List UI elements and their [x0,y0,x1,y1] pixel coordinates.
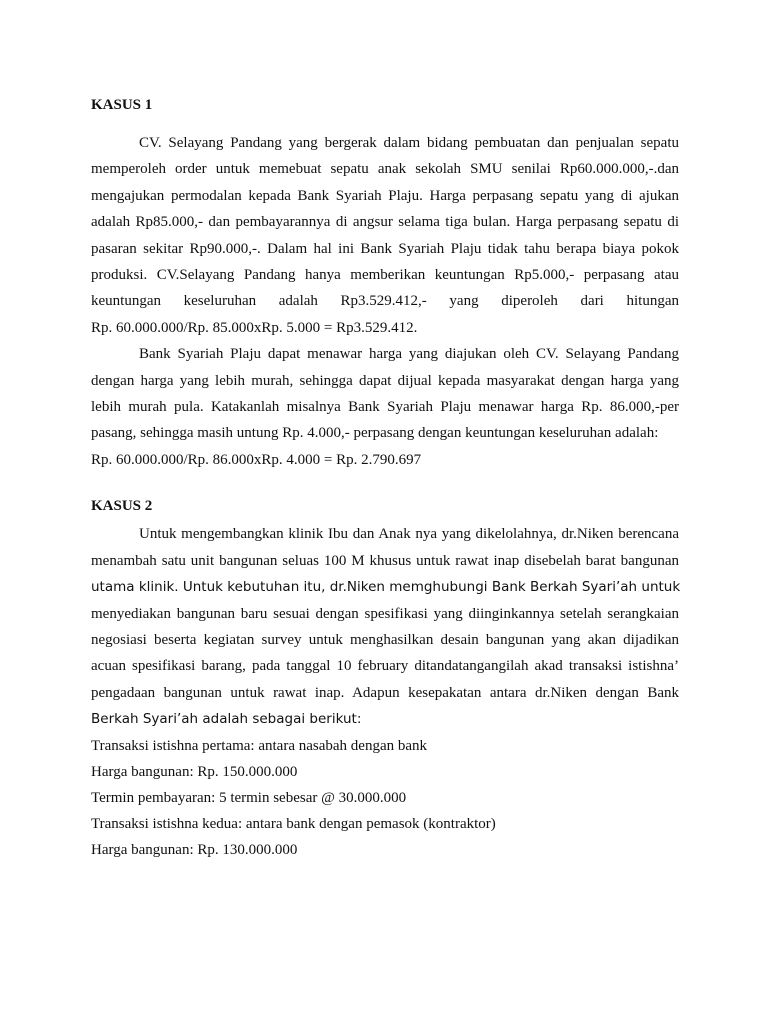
agreement-item: Harga bangunan: Rp. 150.000.000 [91,763,298,780]
text-line: lebih murah pula. Katakanlah misalnya Bank Syariah Plaju menawar harga Rp. 86.000,-per [91,399,679,416]
text-line: keuntungan keseluruhan adalah Rp3.529.412,- yang diperoleh dari hitungan [91,293,679,310]
text-line: pengadaan bangunan untuk rawat inap. Adapun kesepakatan antara dr.Niken dengan Bank [91,684,679,701]
text-line: memperoleh order untuk memebuat sepatu anak sekolah SMU senilai Rp60.000.000,-.dan [91,161,679,178]
agreement-list [91,733,679,863]
text-line: negosiasi beserta kegiatan survey untuk menghasilkan desain bangunan yang akan dijadikan [91,631,679,648]
text-line: mengajukan permodalan kepada Bank Syariah Plaju. Harga perpasang sepatu yang di ajukan [91,187,679,204]
text-line: Untuk mengembangkan klinik Ibu dan Anak nya yang dikelolahnya, dr.Niken berencana [139,526,679,543]
text-line: dengan harga yang lebih murah, sehingga dapat dijual kepada masyarakat dengan harga yang [91,372,679,389]
text-line: adalah Rp85.000,- dan pembayarannya di angsur selama tiga bulan. Harga perpasang sepatu di [91,214,679,231]
text-line: utama klinik. Untuk kebutuhan itu, dr.Niken memghubungi Bank Berkah Syari’ah untuk [91,579,681,596]
agreement-item: Termin pembayaran: 5 termin sebesar @ 30.000.000 [91,789,407,806]
kasus-1-paragraph-1 [91,130,679,341]
text-line: Berkah Syari’ah adalah sebagai berikut: [91,711,362,728]
text-line: produksi. CV.Selayang Pandang hanya memberikan keuntungan Rp5.000,- perpasang atau [91,267,679,284]
agreement-item: Transaksi istishna kedua: antara bank dengan pemasok (kontraktor) [91,815,496,832]
kasus-1-paragraph-2 [91,341,679,473]
text-line: acuan spesifikasi barang, pada tanggal 10 february ditandatangangilah akad transaksi istishna’ [91,658,679,675]
text-line: Rp. 60.000.000/Rp. 86.000xRp. 4.000 = Rp. 2.790.697 [91,451,422,468]
kasus-2-heading: KASUS 2 [91,498,153,515]
text-line: pasang, sehingga masih untung Rp. 4.000,- perpasang dengan keuntungan keseluruhan adalah: [91,425,659,442]
text-line: Bank Syariah Plaju dapat menawar harga yang diajukan oleh CV. Selayang Pandang [139,346,679,363]
agreement-item: Harga bangunan: Rp. 130.000.000 [91,841,298,858]
kasus-2-paragraph-1 [91,521,679,732]
text-line: menambah satu unit bangunan seluas 100 M khusus untuk rawat inap disebelah barat bangunan [91,552,679,569]
kasus-1-heading: KASUS 1 [91,97,153,113]
agreement-item: Transaksi istishna pertama: antara nasabah dengan bank [91,737,428,754]
text-line: pasaran sekitar Rp90.000,-. Dalam hal ini Bank Syariah Plaju tidak tahu berapa biaya pokok [91,240,679,257]
text-line: CV. Selayang Pandang yang bergerak dalam bidang pembuatan dan penjualan sepatu [139,135,679,151]
text-line: menyediakan bangunan baru sesuai dengan spesifikasi yang diinginkannya setelah serangkaian [91,605,679,622]
text-line: Rp. 60.000.000/Rp. 85.000xRp. 5.000 = Rp3.529.412. [91,319,418,336]
